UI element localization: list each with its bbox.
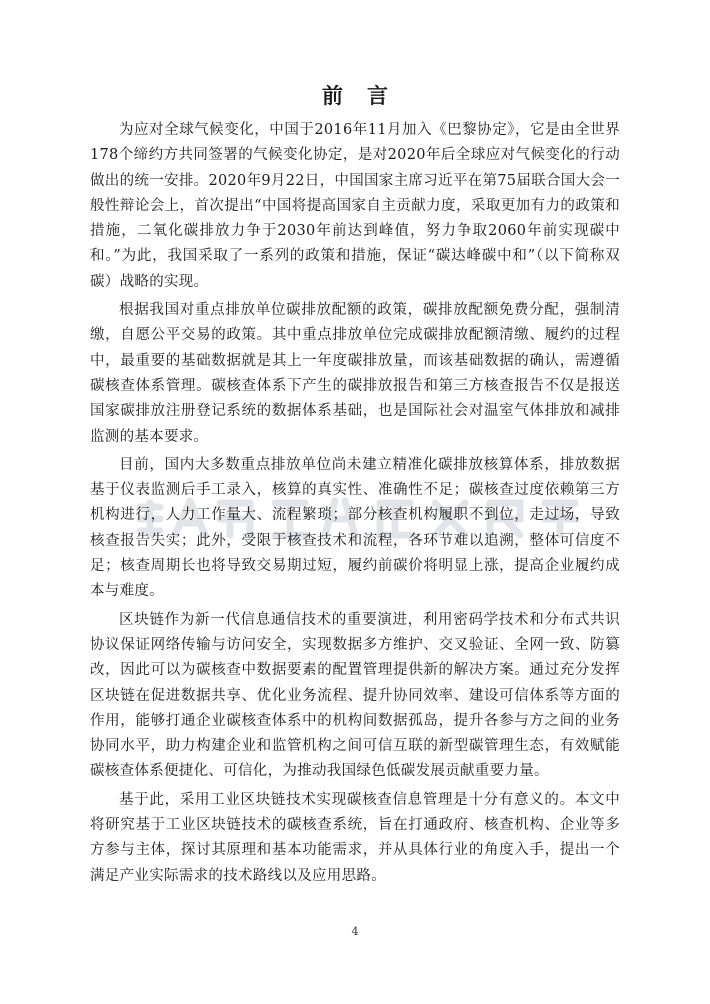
document-body — [90, 118, 620, 892]
paragraph-blockchain: 区块链作为新一代信息通信技术的重要演进，利用密码学技术和分布式共识协议保证网络传输与访问安全，实现数据多方维护、交叉验证、全网一致、防篡改，因此可以为碳核查中数据要素的配置管理提供新的解决方案。通过充分发挥区块链在促进数据共享、优化业务流程、提升协同效率、建设可信体系等方面的作用，能够打通企业碳核查体系中的机构间数据孤岛，提升各参与方之间的业务协同水平，助力构建企业和监管机构之间可信互联的新型碳管理生态，有效赋能碳核查体系便捷化、可信化，为推动我国绿色低碳发展贡献重要力量。 — [90, 611, 620, 780]
paragraph-current-issues: 目前，国内大多数重点排放单位尚未建立精准化碳排放核算体系，排放数据基于仪表监测后手工录入，核算的真实性、准确性不足；碳核查过度依赖第三方机构进行，人力工作量大、流程繁琐；部分核查机构履职不到位，走过场，导致核查报告失实；此外，受限于核查技术和流程，各环节难以追溯，整体可信度不足；核查周期长也将导致交易期过短，履约前碳价将明显上涨，提高企业履约成本与难度。 — [90, 456, 620, 600]
page-number: 4 — [351, 925, 359, 938]
document-title: 前 言 — [321, 83, 397, 108]
paragraph-emission-quota: 根据我国对重点排放单位碳排放配额的政策，碳排放配额免费分配，强制清缴，自愿公平交易的政策。其中重点排放单位完成碳排放配额清缴、履约的过程中，最重要的基础数据就是其上一年度碳排放量，而该基础数据的确认，需遵循碳核查体系管理。碳核查体系下产生的碳排放报告和第三方核查报告不仅是报送国家碳排放注册登记系统的数据体系基础，也是国际社会对温室气体排放和减排监测的基本要求。 — [90, 302, 620, 445]
paragraph-climate-policy: 为应对全球气候变化，中国于2016年11月加入《巴黎协定》，它是由全世界178个缔约方共同签署的气候变化协定，是对2020年后全球应对气候变化的行动做出的统一安排。2020年9月22日，中国国家主席习近平在第75届联合国大会一般性辩论会上，首次提出“中国将提高国家自主贡献力度，采取更加有力的政策和措施，二氧化碳排放力争于2030年前达到峰值，努力争取2060年前实现碳中和。”为此，我国采取了一系列的政策和措施，保证“碳达峰碳中和”（以下简称双碳）战略的实现。 — [90, 122, 620, 290]
paragraph-conclusion: 基于此，采用工业区块链技术实现碳核查信息管理是十分有意义的。本文中将研究基于工业区块链技术的碳核查系统，旨在打通政府、核查机构、企业等多方参与主体，探讨其原理和基本功能需求，并从具体行业的角度入手，提出一个满足产业实际需求的技术路线以及应用思路。 — [90, 791, 620, 884]
